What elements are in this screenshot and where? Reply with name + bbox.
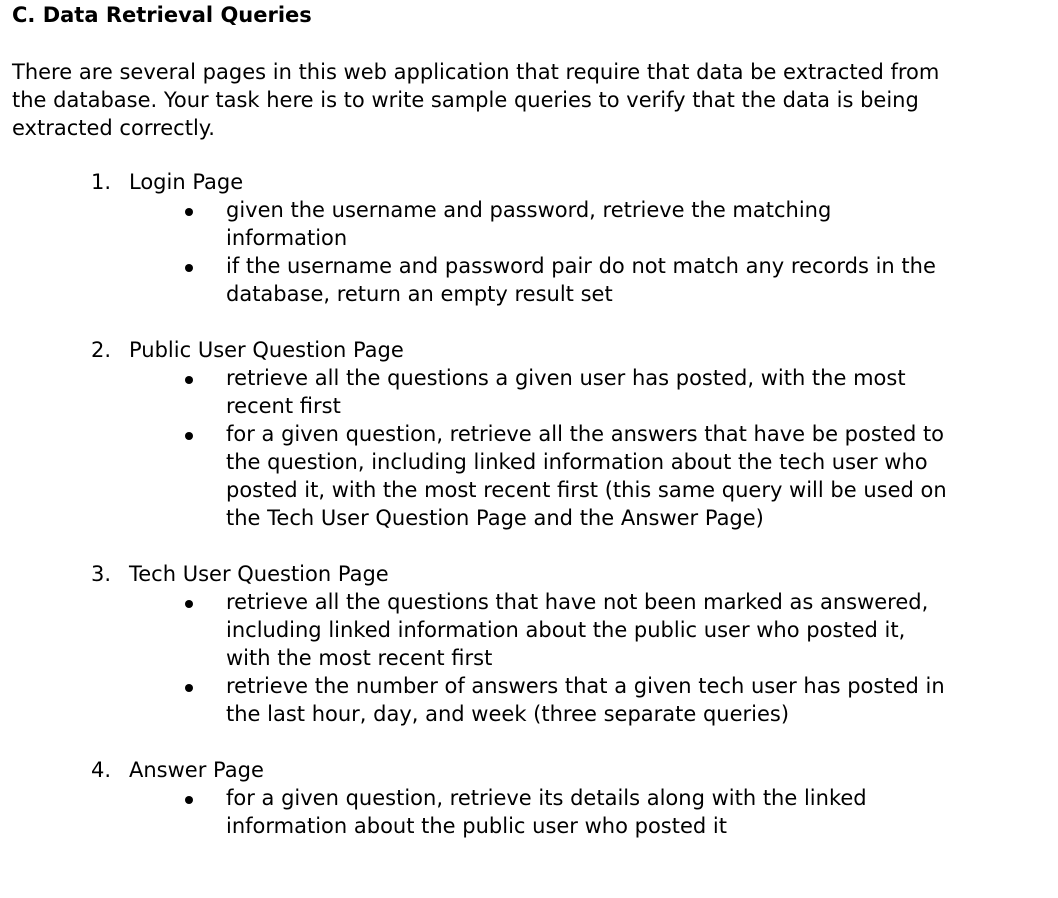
- bullet-line: retrieve all the questions a given user has posted, with the most: [226, 366, 906, 390]
- section-title-text: Login Page: [129, 170, 244, 194]
- bullet-line: given the username and password, retrieve the matching: [226, 198, 832, 222]
- bullet-text: [226, 196, 831, 252]
- bullet-line: the last hour, day, and week (three separate queries): [226, 702, 790, 726]
- bullet-line: information: [226, 226, 348, 250]
- bullet-line: the question, including linked information about the tech user who: [226, 450, 928, 474]
- bullet-line: posted it, with the most recent first (this same query will be used on: [226, 478, 947, 502]
- bullet-line: if the username and password pair do not match any records in the: [226, 254, 936, 278]
- section-number: 3.: [91, 562, 112, 586]
- bullet-icon: [185, 264, 193, 272]
- bullet-text: [226, 252, 936, 308]
- intro-paragraph: [12, 58, 1052, 142]
- section-title-text: Answer Page: [129, 758, 264, 782]
- bullet-icon: [185, 600, 193, 608]
- intro-line: extracted correctly.: [12, 116, 215, 140]
- section-title-text: Tech User Question Page: [129, 562, 389, 586]
- bullet-icon: [185, 432, 193, 440]
- intro-line: There are several pages in this web application that require that data be extracted from: [12, 60, 940, 84]
- bullet-icon: [185, 684, 193, 692]
- bullet-text: [226, 588, 928, 672]
- section-title: [91, 560, 389, 588]
- bullet-text: [226, 784, 867, 840]
- bullet-line: for a given question, retrieve its details along with the linked: [226, 786, 867, 810]
- bullet-line: the Tech User Question Page and the Answer Page): [226, 506, 764, 530]
- bullet-line: including linked information about the public user who posted it,: [226, 618, 906, 642]
- section-title: [91, 168, 243, 196]
- section-number: 2.: [91, 338, 112, 362]
- section-heading: C. Data Retrieval Queries: [12, 3, 312, 27]
- bullet-text: [226, 672, 945, 728]
- bullet-line: retrieve the number of answers that a given tech user has posted in: [226, 674, 945, 698]
- section-title: [91, 336, 404, 364]
- section-title: [91, 756, 264, 784]
- bullet-icon: [185, 208, 193, 216]
- bullet-text: [226, 420, 947, 532]
- bullet-line: for a given question, retrieve all the answers that have be posted to: [226, 422, 945, 446]
- bullet-line: recent first: [226, 394, 341, 418]
- section-number: 1.: [91, 170, 112, 194]
- bullet-text: [226, 364, 906, 420]
- intro-line: the database. Your task here is to write sample queries to verify that the data is being: [12, 88, 919, 112]
- bullet-line: retrieve all the questions that have not been marked as answered,: [226, 590, 929, 614]
- bullet-line: information about the public user who posted it: [226, 814, 727, 838]
- section-title-text: Public User Question Page: [129, 338, 404, 362]
- bullet-line: database, return an empty result set: [226, 282, 613, 306]
- bullet-icon: [185, 796, 193, 804]
- bullet-icon: [185, 376, 193, 384]
- bullet-line: with the most recent first: [226, 646, 493, 670]
- section-number: 4.: [91, 758, 112, 782]
